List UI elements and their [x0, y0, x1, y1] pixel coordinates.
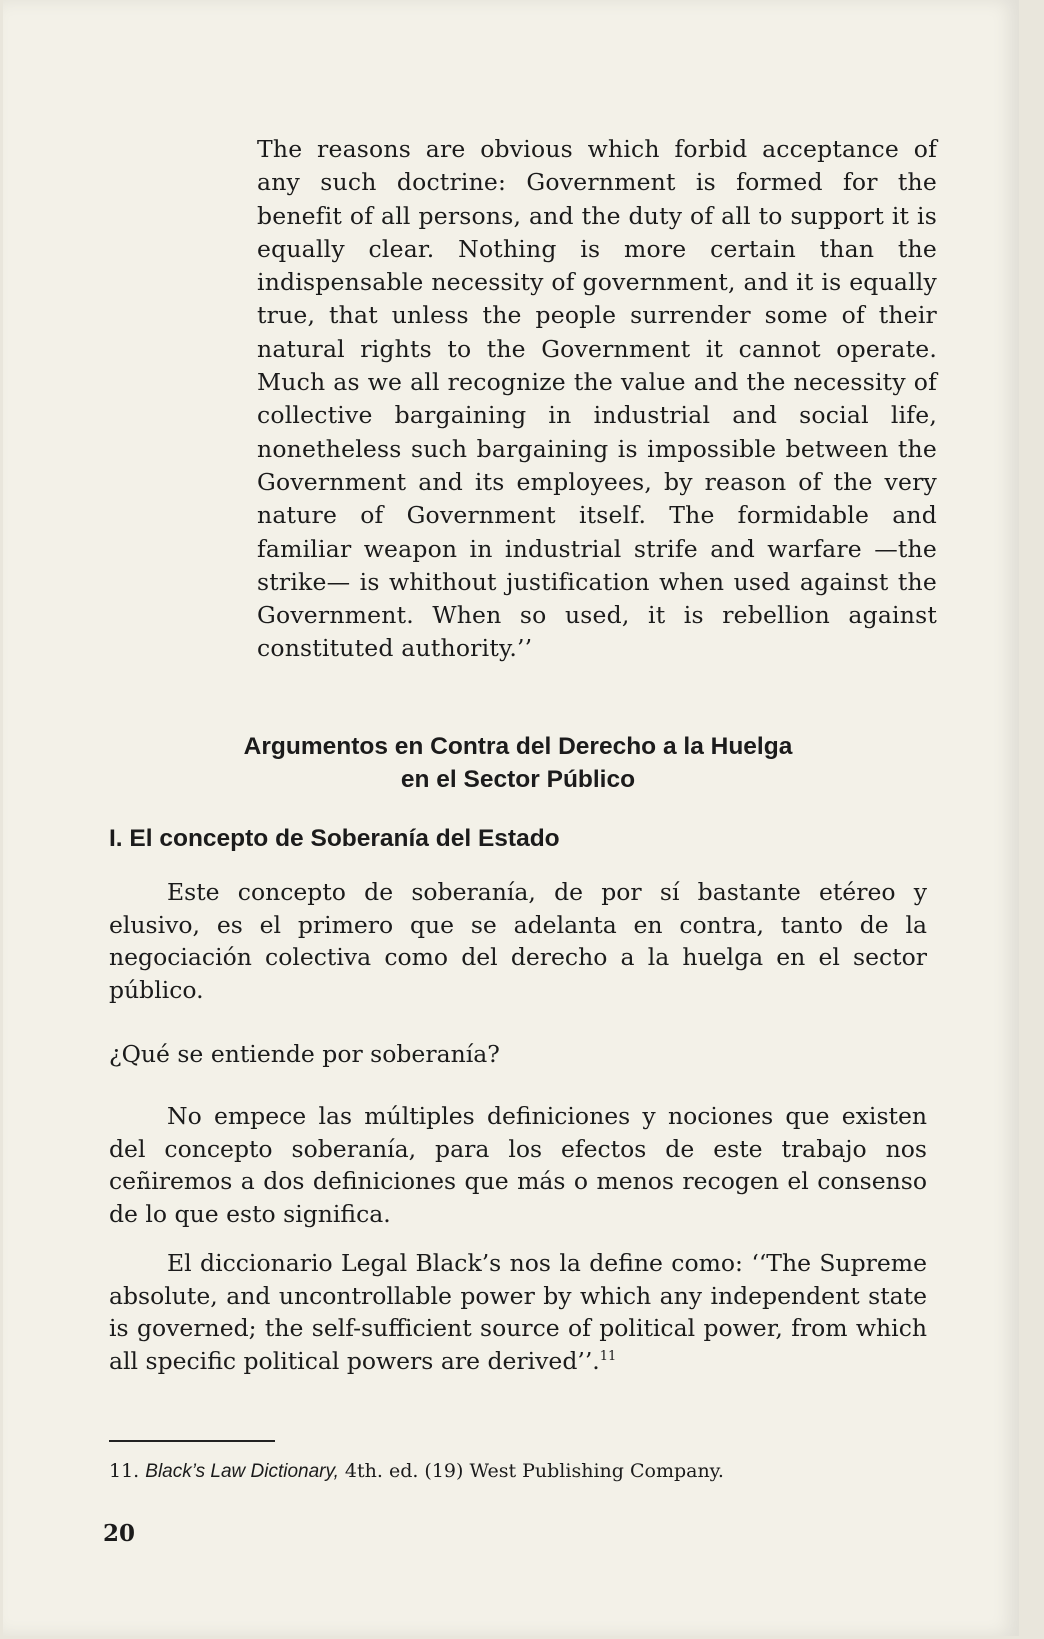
- paragraph-question: ¿Qué se entiende por soberanía?: [109, 1040, 500, 1068]
- page-number: 20: [103, 1520, 136, 1547]
- footnote: [109, 1458, 724, 1485]
- section-heading: [143, 730, 893, 796]
- footnote-number: 11.: [109, 1460, 140, 1482]
- footnote-details: 4th. ed. (19) West Publishing Company.: [344, 1460, 724, 1482]
- footnote-title: Black’s Law Dictionary,: [145, 1461, 339, 1482]
- footnote-reference: 11: [599, 1348, 617, 1364]
- section-heading-line1: Argumentos en Contra del Derecho a la Huelga: [243, 733, 793, 760]
- section-heading-line2: en el Sector Público: [400, 766, 636, 793]
- subsection-heading: I. El concepto de Soberanía del Estado: [109, 825, 560, 852]
- paragraph-sovereignty-intro: Este concepto de soberanía, de por sí bastante etéreo y elusivo, es el primero que se adelanta en contra, tanto de la negociación colectiva como del derecho a la huelga en el sector público.: [109, 878, 927, 1004]
- block-quote: The reasons are obvious which forbid acceptance of any such doctrine: Government is formed for the benefit of all persons, and the duty of all to support it is equally clear. Nothing is more certain than the indispensable necessity of government, and it is equally true, that unless the people surrender some of their natural rights to the Government it cannot operate. Much as we all recognize the value and the necessity of collective bargaining in industrial and social life, nonetheless such bargaining is impossible between the Government and its employees, by reason of the very nature of Government itself. The formidable and familiar weapon in industrial strife and warfare —the strike— is whithout justification when used against the Government. When so used, it is rebellion against constituted authority.’’: [257, 135, 937, 663]
- paragraph-definitions: No empece las múltiples definiciones y nociones que existen del concepto soberanía, para los efectos de este trabajo nos ceñiremos a dos definiciones que más o menos recogen el consenso de lo que esto significa.: [109, 1102, 927, 1228]
- footnote-divider: [109, 1440, 275, 1442]
- document-page: [3, 0, 1019, 1636]
- paragraph-blacks-definition: [109, 1247, 927, 1377]
- paragraph-blacks-text: El diccionario Legal Black’s nos la define como: ‘‘The Supreme absolute, and uncontrollable power by which any independent state is governed; the self-sufficient source of political power, from which all specific political powers are derived’’.: [109, 1249, 927, 1375]
